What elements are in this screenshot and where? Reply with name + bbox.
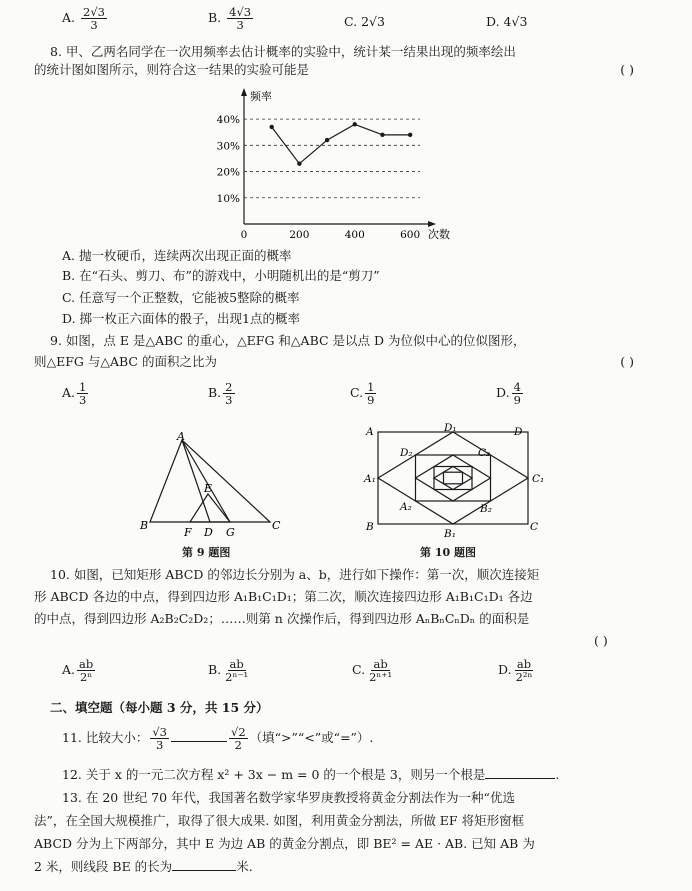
q8-stem-line1: 8. 甲、乙两名同学在一次用频率去估计概率的实验中，统计某一结果出现的频率绘出 (50, 44, 516, 59)
q10-option-a: A. $\frac{ab}{\text{2ⁿ}}$ (62, 657, 94, 685)
fig9-label-e: E (204, 482, 213, 495)
data-point (353, 122, 357, 126)
data-point (325, 138, 329, 142)
y-tick-label: 20% (216, 166, 240, 179)
q13-answer-blank[interactable] (172, 870, 236, 871)
x-tick-label: 400 (344, 229, 365, 241)
fig10-label-d: D (514, 426, 523, 438)
fig10-label-c2: C₂ (478, 447, 491, 459)
y-tick-label: 40% (216, 114, 240, 127)
q9-option-a: A. $\frac{1}{3}$ (62, 380, 87, 408)
data-point (380, 133, 384, 137)
fig10-label-b1: B₁ (444, 528, 456, 540)
q10-stem-line2: 形 ABCD 各边的中点，得到四边形 A₁B₁C₁D₁；第二次，顺次连接四边形 A₁B₁C₁D₁ 各边 (34, 589, 533, 604)
q9-option-b: B. $\frac{2}{3}$ (208, 380, 233, 408)
y-tick-label: 30% (216, 140, 240, 153)
q7-option-d: D. 4√3 (486, 14, 528, 29)
q9-stem-line2: 则△EFG 与△ABC 的面积之比为 ( ) (34, 354, 634, 369)
fig9-label-b: B (140, 519, 149, 532)
fig9-label-c: C (272, 519, 281, 532)
q8-option-b: B. 在“石头、剪刀、布”的游戏中，小明随机出的是“剪刀” (62, 268, 380, 283)
q13-stem-line1: 13. 在 20 世纪 70 年代，我国著名数学家华罗庚教授将黄金分割法作为一种“优选 (62, 790, 515, 805)
y-axis-label: 频率 (250, 90, 272, 103)
fig10-label-a2: A₂ (400, 501, 412, 513)
q11-stem: 11. 比较大小： $\frac{√3}{3}$ $\frac{√2}{2}$ （填“>”“<”或“=”）. (62, 725, 374, 753)
x-tick-label: 600 (400, 229, 421, 241)
fig10-label-b2: B₂ (480, 503, 492, 515)
x-axis-arrow (428, 221, 436, 227)
fig10-label-c1: C₁ (532, 473, 545, 485)
data-point (297, 161, 301, 165)
q8-answer-paren: ( ) (620, 62, 634, 77)
q7-option-b: B. $\frac{4√3}{3}$ (208, 5, 252, 33)
fig9-label-a: A (177, 430, 185, 443)
q8-option-d: D. 掷一枚正六面体的骰子，出现1点的概率 (62, 311, 300, 326)
q9-option-c: C. $\frac{1}{9}$ (350, 380, 375, 408)
q12-stem: 12. 关于 x 的一元二次方程 x² + 3x − m = 0 的一个根是 3，则另一个根是 . (62, 767, 560, 782)
fig10-label-d1: D₁ (444, 422, 457, 434)
figure-10-caption: 第 10 题图 (420, 546, 476, 559)
section-2-title: 二、填空题（每小题 3 分，共 15 分） (50, 700, 269, 715)
q12-answer-blank[interactable] (485, 778, 555, 779)
q8-option-a: A. 抛一枚硬币，连续两次出现正面的概率 (62, 248, 292, 263)
fig10-label-c: C (530, 521, 539, 533)
q8-option-c: C. 任意写一个正整数，它能被5整除的概率 (62, 290, 300, 305)
q10-option-d: D. $\frac{ab}{\text{2²ⁿ}}$ (498, 657, 533, 685)
q10-answer-paren: ( ) (594, 633, 608, 648)
figure-9-triangle (138, 430, 308, 540)
x-tick-label: 0 (240, 229, 248, 241)
q9-stem-line1: 9. 如图，点 E 是△ABC 的重心，△EFG 和△ABC 是以点 D 为位似中心的位似图形， (50, 333, 526, 348)
q10-option-b: B. $\frac{ab}{\text{2ⁿ⁻¹}}$ (208, 657, 249, 685)
frequency-series-line (272, 124, 410, 163)
data-point (408, 133, 412, 137)
fig9-label-d: D (204, 526, 213, 539)
q10-option-c: C. $\frac{ab}{\text{2ⁿ⁺¹}}$ (352, 657, 393, 685)
y-tick-label: 10% (216, 192, 240, 205)
q7-option-c: C. 2√3 (344, 14, 385, 29)
q8-frequency-chart (210, 84, 450, 244)
figure-9-caption: 第 9 题图 (182, 546, 231, 559)
q8-stem-line2: 的统计图如图所示，则符合这一结果的实验可能是 ( ) (34, 62, 634, 77)
q7-option-a: A. $\frac{2√3}{3}$ (62, 5, 105, 33)
fig10-label-b: B (366, 521, 374, 533)
q10-stem-line1: 10. 如图，已知矩形 ABCD 的邻边长分别为 a、b，进行如下操作：第一次，顺次连接矩 (50, 567, 540, 582)
q13-stem-line4: 2 米，则线段 BE 的长为 米. (34, 859, 253, 874)
fig9-label-g: G (226, 526, 235, 539)
y-axis-arrow (241, 88, 247, 96)
q11-answer-blank[interactable] (171, 741, 227, 742)
figure-10-nested-rectangles (364, 422, 554, 542)
x-tick-label: 200 (289, 229, 310, 241)
q13-stem-line3: ABCD 分为上下两部分，其中 E 为边 AB 的黄金分割点，即 BE² = AE · AB. 已知 AB 为 (34, 836, 535, 851)
fig10-label-a: A (366, 426, 374, 438)
x-axis-label: 次数 (428, 228, 450, 241)
q9-answer-paren: ( ) (620, 354, 634, 369)
fig10-label-d2: D₂ (400, 447, 413, 459)
fig9-label-f: F (184, 526, 192, 539)
q9-option-d: D. $\frac{4}{9}$ (496, 380, 521, 408)
data-point (269, 125, 273, 129)
fig10-label-a1: A₁ (364, 473, 376, 485)
q10-stem-line3: 的中点，得到四边形 A₂B₂C₂D₂；……则第 n 次操作后，得到四边形 AₙBₙCₙDₙ 的面积是 (34, 611, 530, 626)
q13-stem-line2: 法”，在全国大规模推广，取得了很大成果. 如图，利用黄金分割法，所做 EF 将矩形窗框 (34, 813, 525, 828)
